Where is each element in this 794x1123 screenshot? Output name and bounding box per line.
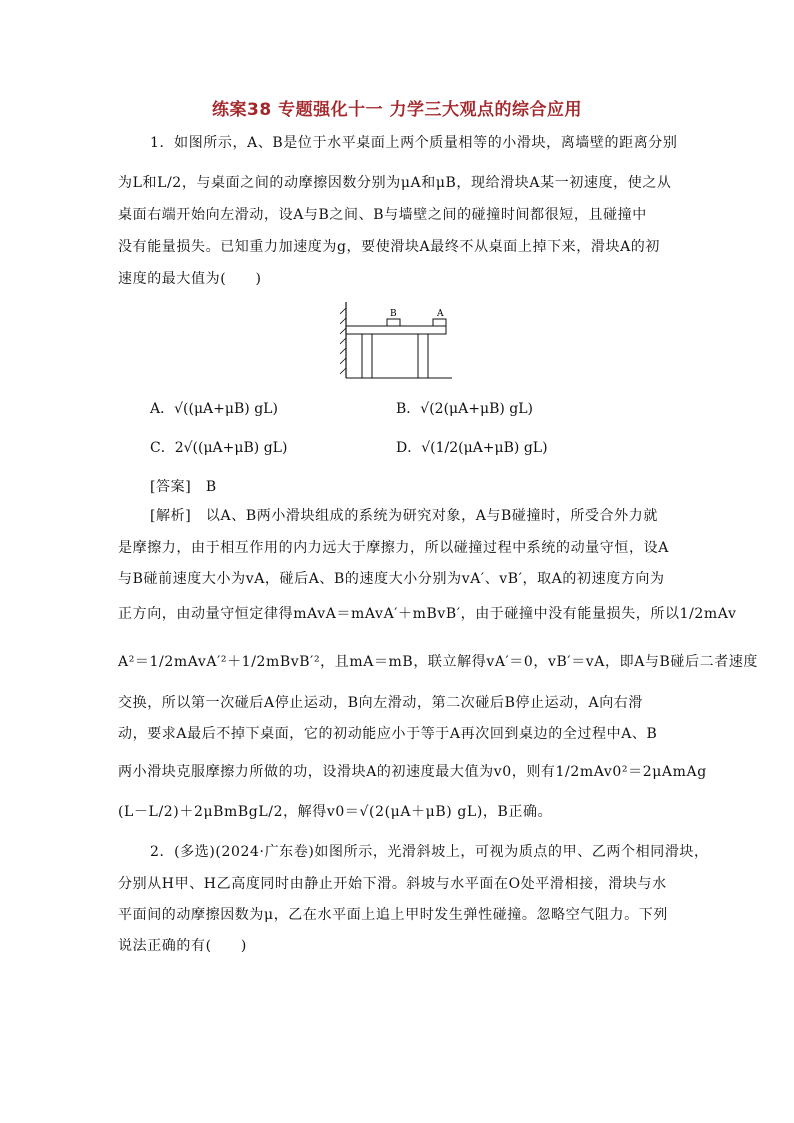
option-c: C．2√((μA+μB) gL) — [150, 440, 288, 456]
q1-line: 没有能量损失。已知重力加速度为g，要使滑块A最终不从桌面上掉下来，滑块A的初 — [118, 239, 660, 255]
option-a: A．√((μA+μB) gL) — [150, 401, 278, 417]
option-d: D．√(1/2(μA+μB) gL) — [396, 440, 548, 456]
option-b: B．√(2(μA+μB) gL) — [396, 401, 533, 417]
analysis-line: [解析] 以A、B两小滑块组成的系统为研究对象，A与B碰撞时，所受合外力就 — [150, 508, 658, 524]
analysis-line: (L－L/2)＋2μBmBgL/2，解得v0＝√(2(μA＋μB) gL)，B正确。 — [118, 804, 553, 820]
analysis-line: 两小滑块克服摩擦力所做的功，设滑块A的初速度最大值为v0，则有1/2mAv0²＝2μAmAg — [118, 764, 707, 780]
page-title: 练案38 专题强化十一 力学三大观点的综合应用 — [212, 100, 582, 120]
table-figure — [340, 300, 460, 384]
q1-line: 为L和L/2，与桌面之间的动摩擦因数分别为μA和μB，现给滑块A某一初速度，使之从 — [118, 175, 672, 191]
block-a-label: A — [437, 309, 444, 319]
q2-line: 分别从H甲、H乙高度同时由静止开始下滑。斜坡与水平面在O处平滑相接，滑块与水 — [118, 876, 667, 892]
analysis-line: 动，要求A最后不掉下桌面，它的初动能应小于等于A再次回到桌边的全过程中A、B — [118, 726, 658, 742]
analysis-line: 正方向，由动量守恒定律得mAvA＝mAvA′＋mBvB′，由于碰撞中没有能量损失，所以1/2mAv — [118, 606, 737, 622]
analysis-line: A²＝1/2mAvA′²＋1/2mBvB′²，且mA＝mB，联立解得vA′＝0，vB′＝vA，即A与B碰后二者速度 — [118, 654, 759, 670]
q1-line: 1．如图所示，A、B是位于水平桌面上两个质量相等的小滑块，离墙壁的距离分别 — [150, 135, 678, 151]
q1-line: 速度的最大值为( ) — [118, 271, 262, 287]
q2-line: 说法正确的有( ) — [118, 938, 247, 954]
block-b-label: B — [390, 309, 397, 319]
q2-line: 平面间的动摩擦因数为μ，乙在水平面上追上甲时发生弹性碰撞。忽略空气阻力。下列 — [118, 907, 668, 923]
q1-line: 桌面右端开始向左滑动，设A与B之间、B与墙壁之间的碰撞时间都很短，且碰撞中 — [118, 207, 647, 223]
analysis-line: 交换，所以第一次碰后A停止运动，B向左滑动，第二次碰后B停止运动，A向右滑 — [118, 695, 643, 711]
q2-line: 2．(多选)(2024·广东卷)如图所示，光滑斜坡上，可视为质点的甲、乙两个相同滑块， — [150, 844, 709, 860]
analysis-line: 与B碰前速度大小为vA，碰后A、B的速度大小分别为vA′、vB′，取A的初速度方向为 — [118, 571, 665, 587]
answer: [答案] B — [150, 479, 217, 495]
analysis-line: 是摩擦力，由于相互作用的内力远大于摩擦力，所以碰撞过程中系统的动量守恒，设A — [118, 540, 669, 556]
